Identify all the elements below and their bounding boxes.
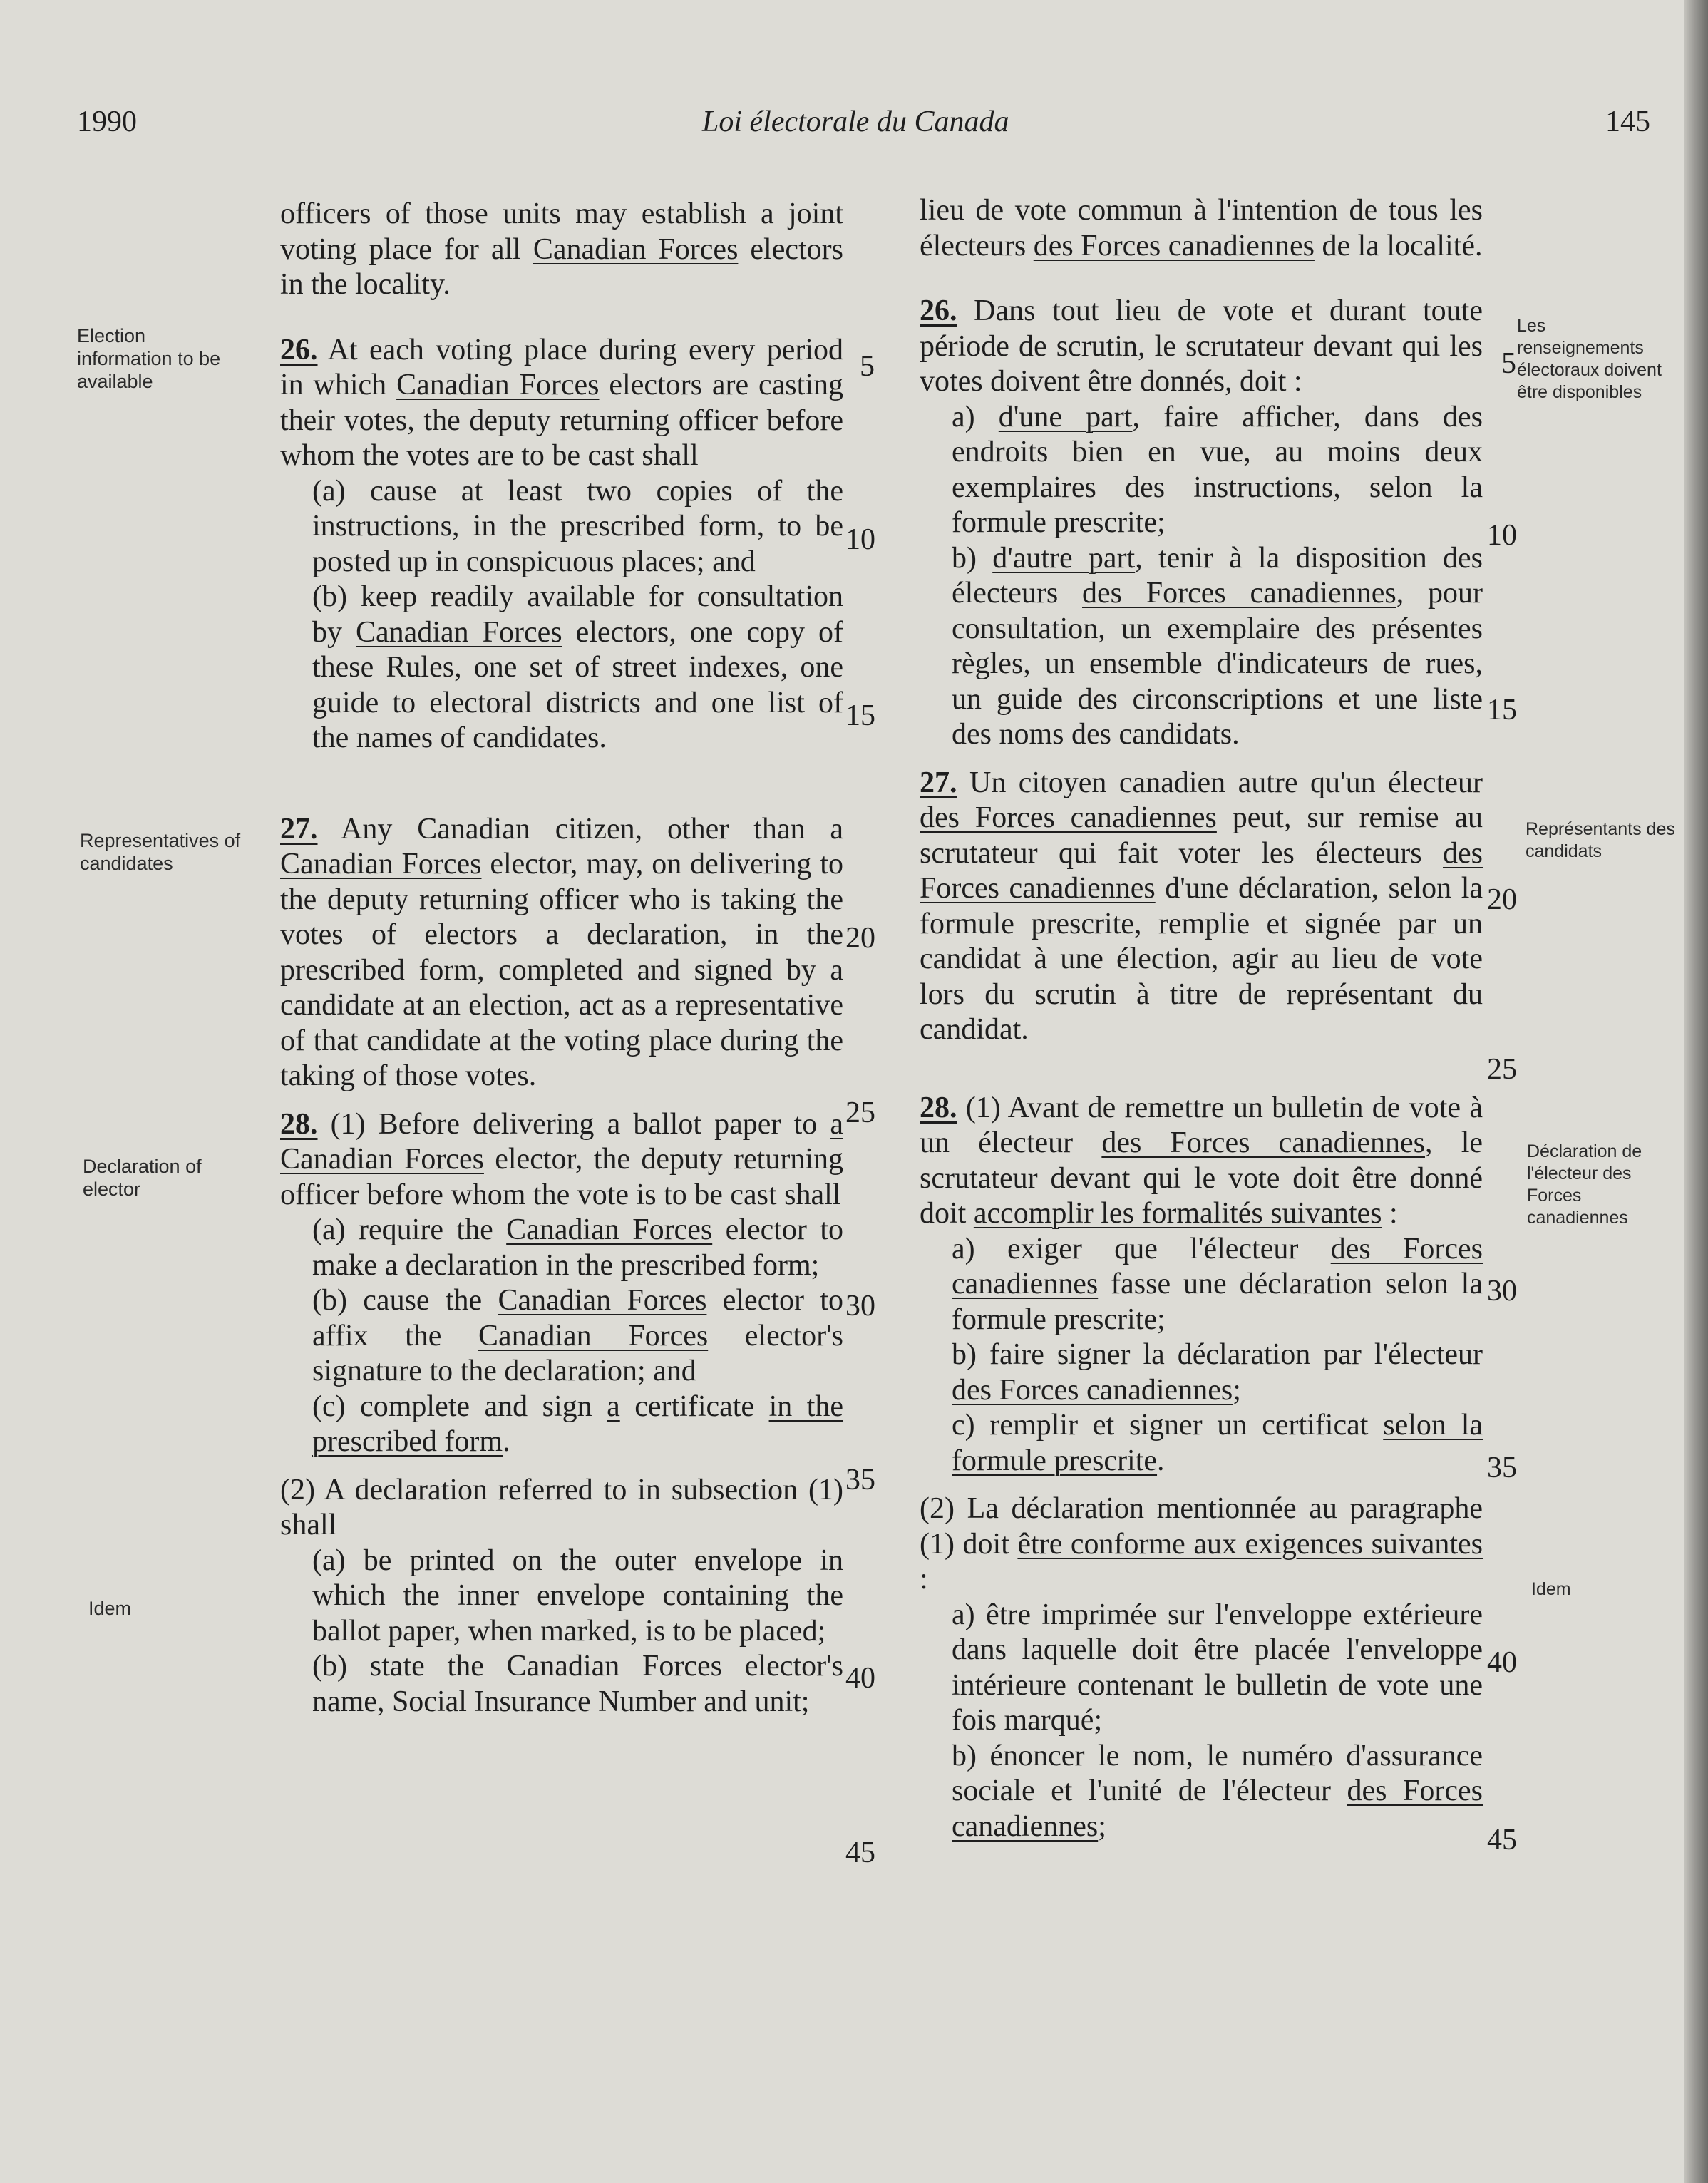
section-28-para-c: (c) complete and sign a certificate in the prescribed form. bbox=[312, 1390, 844, 1458]
line-number-35-fr: 35 bbox=[1487, 1452, 1517, 1484]
article-28-2-alinea-a: a) être imprimée sur l'enveloppe extérieure dans laquelle doit être placée l'enveloppe intérieure contenant le bulletin de vote une fois marqué; bbox=[952, 1598, 1483, 1737]
line-number-45-en: 45 bbox=[845, 1837, 875, 1869]
margin-note-election-information: Election information to be available bbox=[77, 325, 221, 392]
margin-note-idem-left: Idem bbox=[88, 1598, 132, 1619]
line-number-45-fr: 45 bbox=[1487, 1824, 1517, 1856]
article-28-2: (2) La déclaration mentionnée au paragraphe (1) doit être conforme aux exigences suivantes : bbox=[920, 1492, 1483, 1596]
section-27: 27. Any Canadian citizen, other than a Canadian Forces elector, may, on delivering to the deputy returning officer who is taking the votes of electors a declaration, in the prescribed form, completed and signed by a candidate at an election, act as a representative of that candidate at the voting place during the taking of those votes. bbox=[280, 812, 843, 1092]
line-number-30-en: 30 bbox=[845, 1290, 875, 1322]
article-28-alinea-a: a) exiger que l'électeur des Forces canadiennes fasse une déclaration selon la formule prescrite; bbox=[952, 1232, 1483, 1336]
margin-note-idem-right: Idem bbox=[1531, 1579, 1571, 1599]
margin-note-representants: Représentants des candidats bbox=[1526, 819, 1675, 861]
section-26: 26. At each voting place during every period in which Canadian Forces electors are casting their votes, the deputy returning officer before whom the votes are to be cast shall bbox=[280, 333, 843, 472]
line-number-40-en: 40 bbox=[845, 1662, 875, 1695]
line-number-15-fr: 15 bbox=[1487, 694, 1517, 726]
line-number-10-fr: 10 bbox=[1487, 519, 1517, 552]
english-column bbox=[280, 197, 843, 1720]
line-number-25-fr: 25 bbox=[1487, 1053, 1517, 1086]
paragraph-continuation: officers of those units may establish a joint voting place for all Canadian Forces electors in the locality. bbox=[280, 197, 844, 301]
section-28-2-para-b: (b) state the Canadian Forces elector's name, Social Insurance Number and unit; bbox=[312, 1650, 843, 1718]
line-number-35-en: 35 bbox=[845, 1464, 875, 1496]
section-28-para-a: (a) require the Canadian Forces elector to make a declaration in the prescribed form; bbox=[312, 1213, 843, 1282]
section-28-1: 28. (1) Before delivering a ballot paper to a Canadian Forces elector, the deputy returning officer before whom the vote is to be cast shall bbox=[280, 1107, 843, 1211]
article-26-alinea-a: a) d'une part, faire afficher, dans des endroits bien en vue, au moins deux exemplaires des instructions, selon la formule prescrite; bbox=[952, 400, 1483, 539]
article-28-alinea-b: b) faire signer la déclaration par l'électeur des Forces canadiennes; bbox=[952, 1338, 1483, 1407]
article-28-alinea-c: c) remplir et signer un certificat selon la formule prescrite. bbox=[952, 1409, 1483, 1477]
line-number-20-en: 20 bbox=[845, 922, 875, 955]
article-28-1: 28. (1) Avant de remettre un bulletin de vote à un électeur des Forces canadiennes, le scrutateur devant qui le vote doit être donné doit accomplir les formalités suivantes : bbox=[920, 1091, 1483, 1230]
margin-note-declaration: Declaration of elector bbox=[83, 1156, 202, 1200]
line-number-10-en: 10 bbox=[845, 523, 875, 556]
article-27: 27. Un citoyen canadien autre qu'un électeur des Forces canadiennes peut, sur remise au scrutateur qui fait voter les électeurs des Forces canadiennes d'une déclaration, selon la formule prescrite, remplie et signée par un candidat à une élection, agir au lieu de vote lors du scrutin à titre de représentant du candidat. bbox=[920, 766, 1483, 1046]
section-26-para-b: (b) keep readily available for consultation by Canadian Forces electors, one copy of these Rules, one set of street indexes, one guide to electoral districts and one list of the names of candidates. bbox=[312, 580, 843, 754]
margin-note-declaration-electeur: Déclaration de l'électeur des Forces canadiennes bbox=[1527, 1141, 1642, 1228]
line-number-20-fr: 20 bbox=[1487, 883, 1517, 916]
page-edge-shadow bbox=[1684, 0, 1708, 2183]
margin-note-representatives: Representatives of candidates bbox=[80, 830, 241, 874]
section-28-para-b: (b) cause the Canadian Forces elector to affix the Canadian Forces elector's signature to the declaration; and bbox=[312, 1284, 843, 1387]
line-number-5-en: 5 bbox=[860, 350, 875, 383]
article-26-alinea-b: b) d'autre part, tenir à la disposition des électeurs des Forces canadiennes, pour consultation, un exemplaire des présentes règles, un ensemble d'indicateurs de rues, un guide des circonscriptions et une liste des noms des candidats. bbox=[952, 541, 1483, 751]
header-year: 1990 bbox=[77, 106, 137, 138]
header-page-number: 145 bbox=[1605, 106, 1650, 138]
line-number-5-fr: 5 bbox=[1501, 347, 1516, 380]
line-number-25-en: 25 bbox=[845, 1096, 875, 1129]
article-26: 26. Dans tout lieu de vote et durant toute période de scrutin, le scrutateur devant qui les votes doivent être donnés, doit : bbox=[920, 294, 1483, 398]
paragraphe-continuation: lieu de vote commun à l'intention de tous les électeurs des Forces canadiennes de la localité. bbox=[920, 194, 1483, 262]
line-number-15-en: 15 bbox=[845, 699, 875, 732]
line-number-40-fr: 40 bbox=[1487, 1646, 1517, 1679]
article-28-2-alinea-b: b) énoncer le nom, le numéro d'assurance sociale et l'unité de l'électeur des Forces canadiennes; bbox=[952, 1739, 1483, 1843]
section-26-para-a: (a) cause at least two copies of the instructions, in the prescribed form, to be posted up in conspicuous places; and bbox=[312, 474, 843, 578]
margin-note-renseignements: Les renseignements électoraux doivent être disponibles bbox=[1517, 316, 1662, 402]
line-number-30-fr: 30 bbox=[1487, 1275, 1517, 1308]
section-28-2-para-a: (a) be printed on the outer envelope in which the inner envelope containing the ballot paper, when marked, is to be placed; bbox=[312, 1543, 843, 1648]
section-28-2: (2) A declaration referred to in subsection (1) shall bbox=[280, 1473, 843, 1541]
french-column bbox=[920, 193, 1483, 1844]
header-title: Loi électorale du Canada bbox=[702, 106, 1009, 138]
